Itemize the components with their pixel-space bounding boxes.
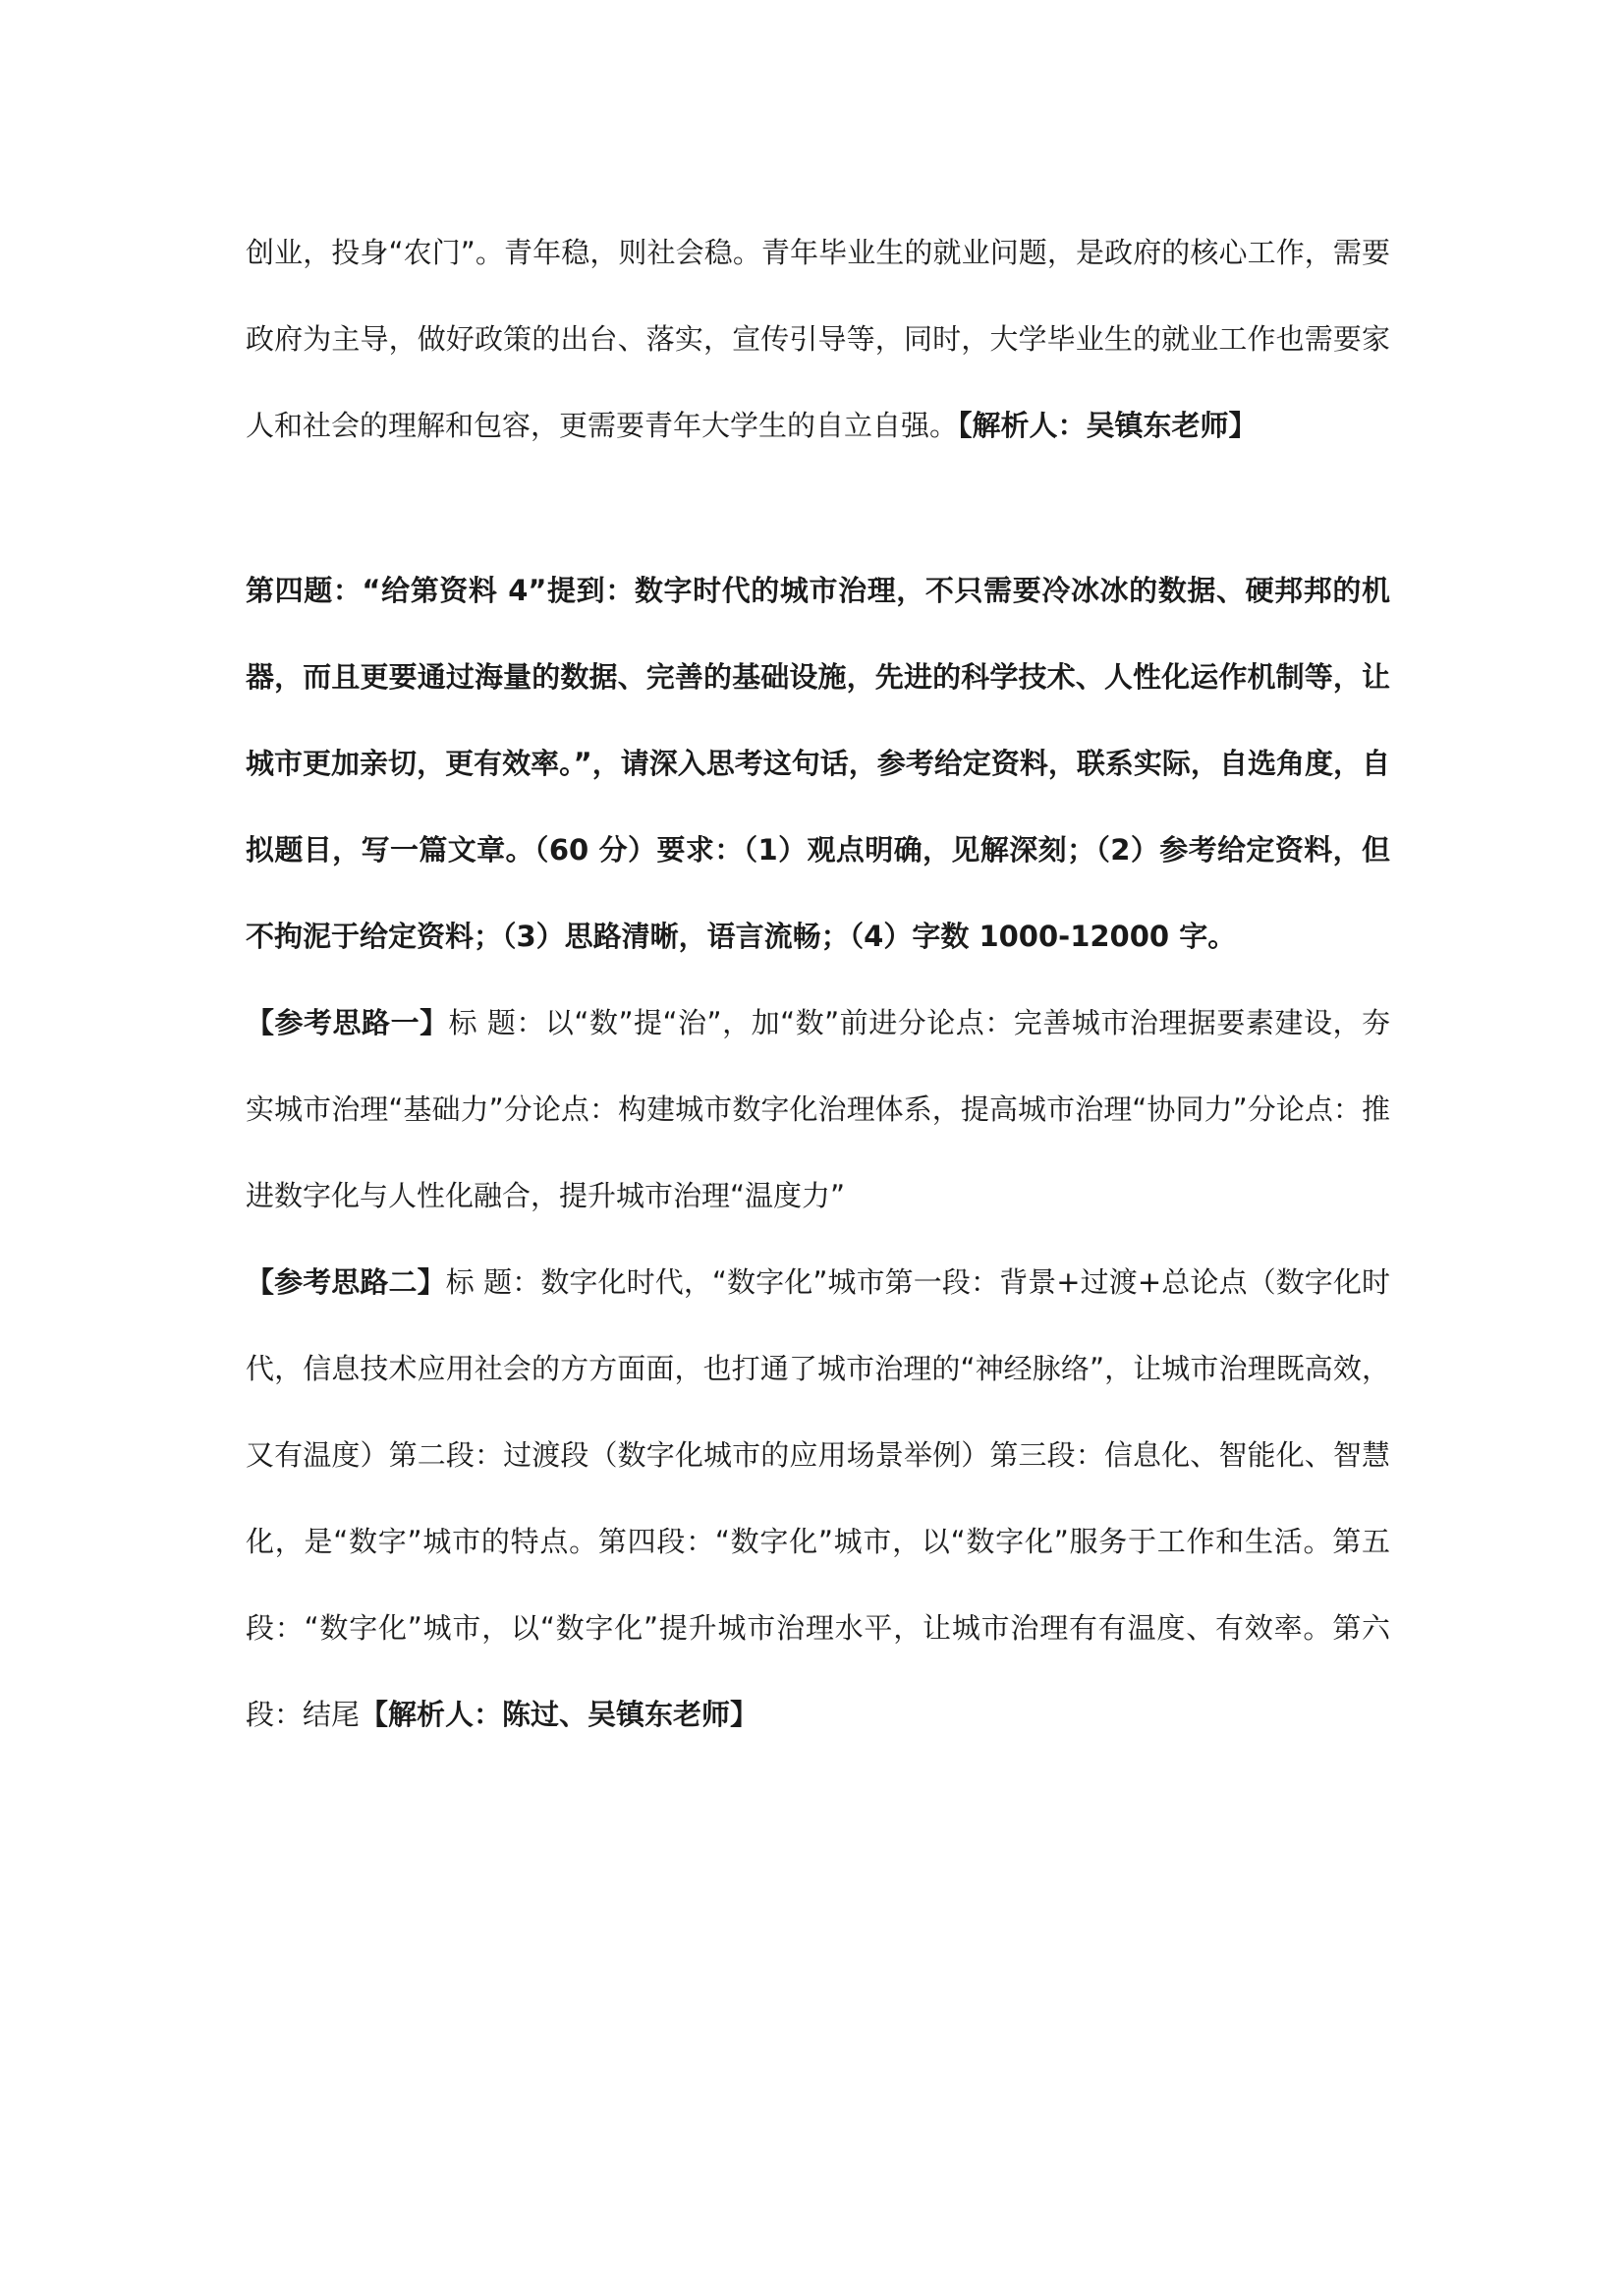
reference-idea-one-text: 标 题：以“数”提“治”，加“数”前进分论点：完善城市治理据要素建设，夯实城市治理“基础力”分论点：构建城市数字化治理体系，提高城市治理“协同力”分论点：推进数字化与人性化融合，提升城市治理“温度力”	[246, 1006, 1390, 1212]
paragraph-employment-text: 创业，投身“农门”。青年稳，则社会稳。青年毕业生的就业问题，是政府的核心工作，需要政府为主导，做好政策的出台、落实，宣传引导等，同时，大学毕业生的就业工作也需要家人和社会的理解和包容，更需要青年大学生的自立自强。	[246, 236, 1390, 442]
analyst-credit-two: 【解析人：陈过、吴镇东老师】	[360, 1698, 759, 1731]
document-page	[246, 209, 1390, 1758]
reference-idea-two-label: 【参考思路二】	[246, 1265, 446, 1299]
paragraph-employment	[246, 209, 1390, 469]
reference-idea-one-label: 【参考思路一】	[246, 1006, 449, 1039]
analyst-credit: 【解析人：吴镇东老师】	[958, 409, 1258, 442]
reference-idea-one	[246, 980, 1390, 1239]
reference-idea-two	[246, 1239, 1390, 1758]
question-four: 第四题：“给第资料 4”提到：数字时代的城市治理，不只需要冷冰冰的数据、硬邦邦的机器，而且更要通过海量的数据、完善的基础设施，先进的科学技术、人性化运作机制等，让城市更加亲切，更有效率。”，请深入思考这句话，参考给定资料，联系实际，自选角度，自拟题目，写一篇文章。（60 分）要求：（1）观点明确，见解深刻；（2）参考给定资料，但不拘泥于给定资料；（3）思路清晰，语言流畅；（4）字数 1000-12000 字。	[246, 574, 1390, 953]
reference-idea-two-text: 标 题：数字化时代，“数字化”城市第一段：背景+过渡+总论点（数字化时代，信息技术应用社会的方方面面，也打通了城市治理的“神经脉络”，让城市治理既高效，又有温度）第二段：过渡段（数字化城市的应用场景举例）第三段：信息化、智能化、智慧化，是“数字”城市的特点。第四段：“数字化”城市，以“数字化”服务于工作和生活。第五段：“数字化”城市，以“数字化”提升城市治理水平，让城市治理有有温度、有效率。第六段：结尾	[246, 1265, 1390, 1731]
spacer	[246, 469, 1390, 547]
